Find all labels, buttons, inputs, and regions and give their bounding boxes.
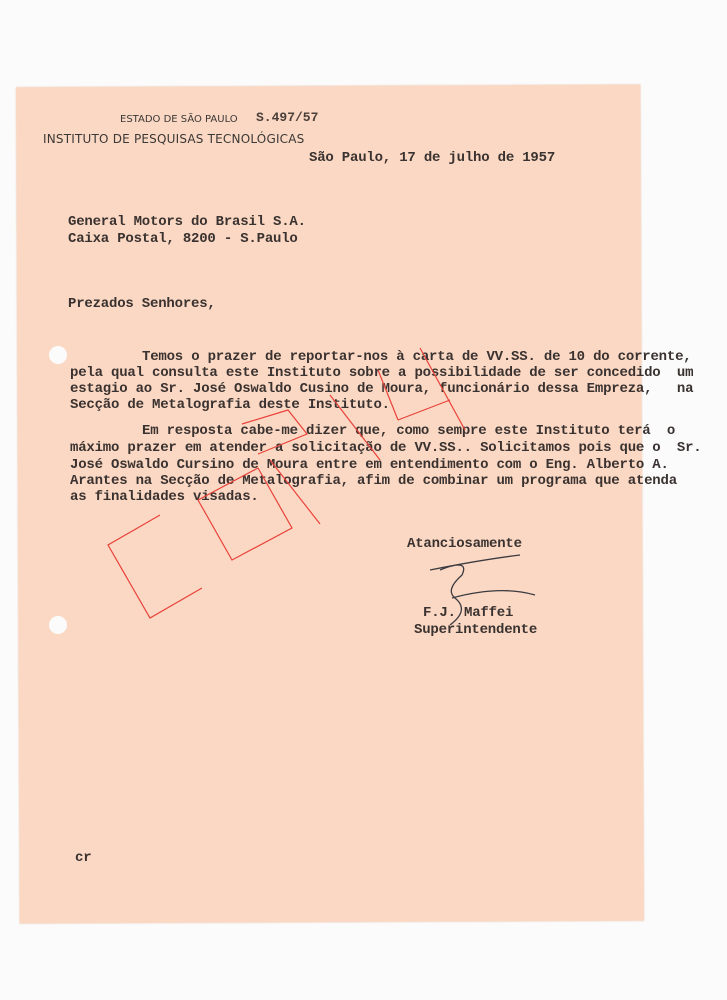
letterhead-institute: INSTITUTO DE PESQUISAS TECNOLÓGICAS	[43, 132, 305, 146]
letterhead-state: ESTADO DE SÃO PAULO	[120, 114, 238, 125]
signer-name: F.J. Maffei	[423, 605, 514, 621]
punch-hole	[49, 346, 67, 364]
paragraph-line: José Oswaldo Cursino de Moura entre em entendimento com o Eng. Alberto A.	[70, 457, 669, 473]
recipient-line: Caixa Postal, 8200 - S.Paulo	[68, 231, 298, 247]
reference-number: S.497/57	[256, 110, 319, 125]
paragraph-line: estagio ao Sr. José Oswaldo Cusino de Moura, funcionário dessa Empreza, na	[70, 381, 694, 397]
paragraph-line: Em resposta cabe-me dizer que, como sempre este Instituto terá o	[142, 423, 676, 439]
paragraph-line: Secção de Metalografia deste Instituto.	[70, 397, 390, 413]
closing: Atanciosamente	[407, 536, 522, 552]
signer-title: Superintendente	[414, 622, 538, 638]
punch-hole	[49, 616, 67, 634]
paragraph-line: máximo prazer em atender a solicitação de VV.SS.. Solicitamos pois que o Sr.	[70, 440, 702, 456]
paragraph-line: as finalidades visadas.	[70, 489, 259, 505]
typist-initials: cr	[75, 850, 92, 866]
salutation: Prezados Senhores,	[68, 296, 216, 312]
recipient-line: General Motors do Brasil S.A.	[68, 214, 306, 230]
date-line: São Paulo, 17 de julho de 1957	[309, 150, 556, 166]
paragraph-line: Temos o prazer de reportar-nos à carta de VV.SS. de 10 do corrente,	[142, 349, 692, 365]
paragraph-line: pela qual consulta este Instituto sobre a possibilidade de ser concedido um	[70, 365, 694, 381]
paragraph-line: Arantes na Secção de Metalografia, afim de combinar um programa que atenda	[70, 473, 677, 489]
